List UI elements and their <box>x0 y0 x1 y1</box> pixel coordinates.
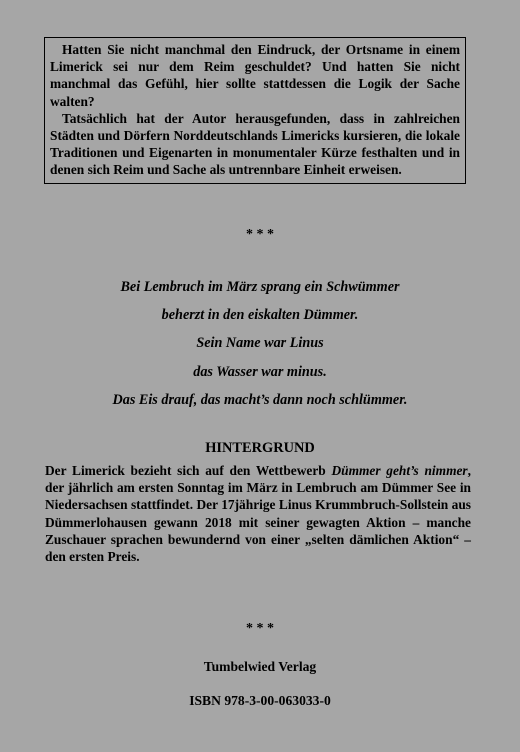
limerick-poem <box>0 278 520 419</box>
poem-line-3: Sein Name war Linus <box>196 335 324 352</box>
intro-paragraph-2: Tatsächlich hat der Autor herausgefunden, dass in zahlreichen Städten und Dörfern Norddeutschlands Limericks kursieren, die lokale Traditionen und Eigenarten in monumentaler Kürze festhalten und in denen sich Reim und Sache als untrennbare Einheit erweisen. <box>50 110 460 178</box>
background-text-start: Der Limerick bezieht sich auf den Wettbewerb <box>45 463 332 478</box>
poem-line-2: beherzt in den eiskalten Dümmer. <box>161 307 359 324</box>
poem-line-5: Das Eis drauf, das macht’s dann noch schlümmer. <box>112 391 408 408</box>
background-text-end: , der jährlich am ersten Sonntag im März in Lembruch am Dümmer See in Niedersachsen stattfindet. Der 17jährige Linus Krummbruch-Sollstein aus Dümmerlohausen gewann 2018 mit seiner gewagten Aktion – manche Zuschauer sprachen bewundernd von einer „selten dämlichen Aktion“ – den ersten Preis. <box>45 463 471 565</box>
separator-top: * * * <box>246 227 274 242</box>
intro-box <box>44 37 466 184</box>
poem-line-1: Bei Lembruch im März sprang ein Schwümmer <box>120 279 400 295</box>
background-heading: HINTERGRUND <box>205 440 315 456</box>
publisher-name: Tumbelwied Verlag <box>203 659 317 674</box>
event-name: Dümmer geht’s nimmer <box>331 463 468 478</box>
background-text <box>45 462 471 565</box>
separator-bottom: * * * <box>246 621 274 636</box>
intro-paragraph-1: Hatten Sie nicht manchmal den Eindruck, der Ortsname in einem Limerick sei nur dem Reim geschuldet? Und hatten Sie nicht manchmal das Gefühl, hier sollte stattdessen die Logik der Sache walten? <box>50 42 460 109</box>
isbn-number: ISBN 978-3-00-063033-0 <box>189 693 331 708</box>
poem-line-4: das Wasser war minus. <box>193 363 327 380</box>
